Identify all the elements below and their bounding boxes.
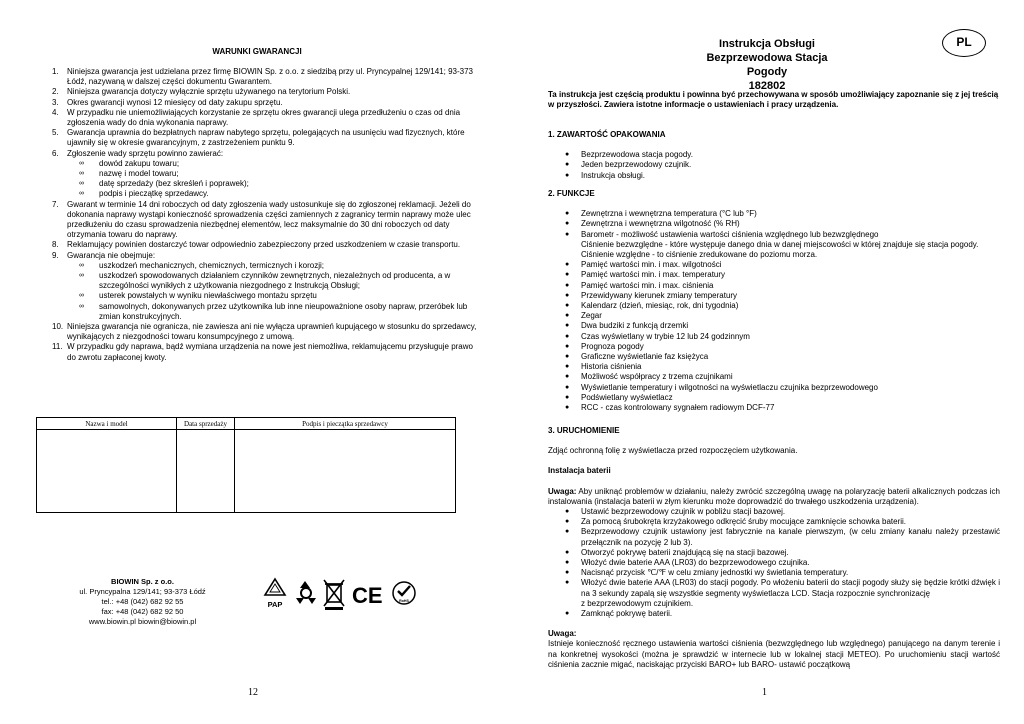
bullet-icon: ● <box>565 528 570 536</box>
list-item <box>548 160 1000 170</box>
list-item-text: Pamięć wartości min. i max. temperatury <box>581 270 726 280</box>
bullet-icon: ● <box>565 569 570 577</box>
pap-label: PAP <box>267 600 283 609</box>
bullet-icon: ● <box>565 383 570 391</box>
list-item-text: Za pomocą śrubokręta krzyżakowego odkręcić śruby mocujące zamknięcie schowka baterii. <box>581 517 907 527</box>
pressure-setup-note: Istnieje konieczność ręcznego ustawienia wartości ciśnienia (bezwzględnego lub względnego) panującego na danym terenie i na konkretnej wysokości (można je sprawdzić w internecie lub w lokalnej stacji METEO). Po uruchomieniu stacji wartość ciśnienia zacznie migać, naciskając przyciski BARO+ lub BARO- ustawić początkową <box>548 639 1000 669</box>
manual-title <box>687 37 847 93</box>
list-item-text: RCC - czas kontrolowany sygnałem radiowym DCF-77 <box>581 403 775 413</box>
list-item <box>548 352 1000 362</box>
battery-warning: Uwaga: Aby uniknąć problemów w działaniu, należy zwrócić szczególną uwagę na polaryzację baterii alkalicznych podczas ich instalowania (instalacja baterii w złym kierunku może doprowadzić do trwałego uszkodzenia urządzenia). <box>548 486 1000 506</box>
warranty-sale-table <box>36 417 456 513</box>
list-item <box>548 260 1000 270</box>
bullet-icon: ● <box>565 220 570 228</box>
sub-item-text: dowód zakupu towaru; <box>99 158 180 168</box>
section-functions <box>548 189 1000 413</box>
table-cell-sale-date[interactable] <box>177 430 235 513</box>
warranty-term-item <box>52 342 480 362</box>
section-package-contents <box>548 130 1000 181</box>
bullet-icon: ● <box>565 151 570 159</box>
company-name: BIOWIN Sp. z o.o. <box>111 577 174 586</box>
weee-bin-icon <box>324 580 344 610</box>
bullet-icon: ● <box>565 559 570 567</box>
bullet-icon: ● <box>565 230 570 238</box>
list-item-text: Czas wyświetlany w trybie 12 lub 24 godzinnym <box>581 331 750 341</box>
list-item-text: Pamięć wartości min. i max. ciśnienia <box>581 280 714 290</box>
warranty-term-item <box>52 98 480 108</box>
list-item <box>548 171 1000 181</box>
table-header-name-model: Nazwa i model <box>37 418 177 430</box>
list-item <box>548 578 1000 598</box>
term-number: 7. <box>52 199 59 209</box>
term-text: W przypadku nie uniemożliwiających korzystanie ze sprzętu okres gwarancji ulega przedłużeniu o czas od dnia zgłoszenia wady do dnia wykonania naprawy. <box>67 107 461 128</box>
ce-mark-icon: CE <box>352 583 383 608</box>
rohs-label: RoHS <box>399 599 409 603</box>
list-item-text: Historia ciśnienia <box>581 362 642 372</box>
section-startup <box>548 426 1000 670</box>
term-text: Reklamujący powinien dostarczyć towar odpowiednio zabezpieczony przed uszkodzeniem w czasie transportu. <box>67 240 461 250</box>
warranty-term-item <box>52 200 480 241</box>
list-item-text: Zegar <box>581 311 602 321</box>
warranty-term-item <box>52 87 480 97</box>
list-item-text: Możliwość współpracy z trzema czujnikami <box>581 372 733 382</box>
sub-list-item <box>52 261 480 271</box>
sub-item-text: podpis i pieczątkę sprzedawcy. <box>99 189 209 199</box>
section-1-heading: 1. ZAWARTOŚĆ OPAKOWANIA <box>548 130 666 139</box>
term-number: 8. <box>52 240 59 250</box>
warranty-term-item <box>52 67 480 87</box>
list-item: ● Zewnętrzna i wewnętrzna wilgotność (% RH) <box>565 219 740 229</box>
term-number: 4. <box>52 107 59 117</box>
list-item: ● Barometr - możliwość ustawienia wartości ciśnienia względnego lub bezwzględnego <box>565 229 879 239</box>
list-item <box>548 517 1000 527</box>
pressure-note-relative: Ciśnienie względne - to ciśnienie zredukowane do poziomu morza. <box>581 250 818 260</box>
sub-list-item <box>52 169 480 179</box>
warranty-term-item <box>52 251 480 261</box>
note-heading: Uwaga: <box>548 629 577 639</box>
bullet-icon: ● <box>565 393 570 401</box>
list-item <box>548 301 1000 311</box>
term-text: Zgłoszenie wady sprzętu powinno zawierać: <box>67 148 224 158</box>
list-item-text: Wyświetlanie temperatury i wilgotności na wyświetlaczu czujnika bezprzewodowego <box>581 382 878 392</box>
bullet-icon: ● <box>565 363 570 371</box>
compliance-symbols <box>262 576 420 612</box>
section-2-heading: 2. FUNKCJE <box>548 189 595 198</box>
list-item-text: Bezprzewodowa stacja pogody. <box>581 150 693 160</box>
page-number-left: 12 <box>248 687 258 698</box>
bullet-icon: ● <box>565 518 570 526</box>
list-item-text: Ustawić bezprzewodowy czujnik w pobliżu stacji bazowej. <box>581 507 786 517</box>
list-item <box>548 527 1000 547</box>
list-item-text: Kalendarz (dzień, miesiąc, rok, dni tygodnia) <box>581 301 739 311</box>
sub-list-item <box>52 189 480 199</box>
manual-title-line2: Bezprzewodowa Stacja Pogody <box>706 52 828 78</box>
warranty-terms-list <box>52 67 480 363</box>
company-info <box>70 577 215 627</box>
bullet-icon: ● <box>565 261 570 269</box>
warranty-term-item <box>52 108 480 128</box>
right-page-manual <box>512 0 1024 724</box>
term-text: W przypadku gdy naprawa, bądź wymiana urządzenia na nowe jest niemożliwa, reklamującemu przysługuje prawo do zwrotu zapłaconej kwoty. <box>67 342 473 362</box>
bullet-icon: ● <box>565 508 570 516</box>
sub-list-item <box>52 302 480 322</box>
pap-recycling-icon <box>265 579 285 609</box>
warranty-term-item <box>52 240 480 250</box>
list-item <box>548 548 1000 558</box>
bullet-icon: ● <box>565 322 570 330</box>
bullet-icon: ● <box>565 291 570 299</box>
table-header-sale-date: Data sprzedaży <box>177 418 235 430</box>
infinity-bullet-icon: ∞ <box>79 261 84 269</box>
list-item-text: Nacisnąć przycisk ℃/℉ w celu zmiany jednostki wy świetlania temperatury. <box>581 568 849 578</box>
company-fax: fax: +48 (042) 682 92 50 <box>101 607 184 616</box>
sub-item-text: usterek powstałych w wyniku niewłaściwego montażu sprzętu <box>99 291 317 301</box>
company-web: www.biowin.pl biowin@biowin.pl <box>88 617 197 626</box>
pressure-note-absolute: Ciśnienie bezwzględne - które występuje danego dnia w danej miejscowości w której znajduje się stacja pogody. <box>581 239 979 249</box>
sub-item-text: uszkodzeń spowodowanych działaniem czynników zewnętrznych, niezależnych od producenta, a w szczególności wynikłych z użytkowania niezgodnego z Instrukcją Obsługi; <box>99 271 451 291</box>
sub-list-item <box>52 179 480 189</box>
list-item <box>548 403 1000 413</box>
startup-text: Zdjąć ochronną folię z wyświetlacza przed rozpoczęciem użytkowania. <box>548 446 798 456</box>
list-item <box>548 291 1000 301</box>
page-number-right: 1 <box>762 687 767 698</box>
list-item <box>548 568 1000 578</box>
company-address: ul. Pryncypalna 129/141; 93-373 Łódź <box>79 587 206 596</box>
term-number: 11. <box>52 342 63 352</box>
list-item <box>548 372 1000 382</box>
manual-title-line3: 182802 <box>748 80 786 92</box>
bullet-icon: ● <box>565 579 570 587</box>
list-item-text: Przewidywany kierunek zmiany temperatury <box>581 290 738 300</box>
bullet-icon: ● <box>565 342 570 350</box>
infinity-bullet-icon: ∞ <box>79 292 84 300</box>
term-text: Gwarant w terminie 14 dni roboczych od daty zgłoszenia wady ustosunkuje się do zgłoszonej reklamacji. Jeżeli do dokonania naprawy wystąpi konieczność sprowadzenia części zamiennych z zagranicy termin naprawy może ulec przedłużeniu do czasu sprowadzenia niezbędnej elementów, lecz maksymalnie do 30 dni roboczych od daty otrzymania towaru do naprawy. <box>67 199 471 240</box>
term-text: Niniejsza gwarancja nie ogranicza, nie zawiesza ani nie wyłącza uprawnień kupującego w stosunku do sprzedawcy, wynikających z niezgodności towaru konsumpcyjnego z umową. <box>67 322 477 342</box>
table-cell-signature[interactable] <box>235 430 456 513</box>
sub-list-item <box>52 291 480 301</box>
sub-list-item <box>52 271 480 291</box>
list-item: ● Zamknąć pokrywę baterii. <box>565 609 673 619</box>
list-item <box>548 507 1000 517</box>
table-header-signature: Podpis i pieczątka sprzedawcy <box>235 418 456 430</box>
term-number: 2. <box>52 87 59 97</box>
list-item <box>548 383 1000 393</box>
list-item-text: Jeden bezprzewodowy czujnik. <box>581 160 692 170</box>
list-item <box>548 558 1000 568</box>
sub-list-item <box>52 159 480 169</box>
bullet-icon: ● <box>565 281 570 289</box>
manual-title-line1: Instrukcja Obsługi <box>719 38 815 50</box>
list-item-text: Instrukcja obsługi. <box>581 170 646 180</box>
list-item <box>548 281 1000 291</box>
term-number: 1. <box>52 67 59 76</box>
list-item <box>548 150 1000 160</box>
list-item-text: Otworzyć pokrywę baterii znajdującą się na stacji bazowej. <box>581 547 789 557</box>
term-text: Gwarancja uprawnia do bezpłatnych napraw nabytego sprzętu, polegających na usunięciu wad fizycznych, które ujawniły się w okresie gwarancyjnym, z zastrzeżeniem punktu 9. <box>67 128 465 148</box>
infinity-bullet-icon: ∞ <box>79 159 84 167</box>
list-item-text: Włożyć dwie baterie AAA (LR03) do bezprzewodowego czujnika. <box>581 558 810 568</box>
recycle-icon <box>296 581 316 604</box>
term-text: Okres gwarancji wynosi 12 miesięcy od daty zakupu sprzętu. <box>67 97 283 107</box>
infinity-bullet-icon: ∞ <box>79 180 84 188</box>
bullet-icon: ● <box>565 548 570 556</box>
term-number: 10. <box>52 322 64 332</box>
rohs-icon <box>393 582 415 604</box>
table-cell-name-model[interactable] <box>37 430 177 513</box>
sub-item-text: uszkodzeń mechanicznych, chemicznych, termicznych i korozji; <box>99 260 324 270</box>
list-item <box>548 332 1000 342</box>
bullet-icon: ● <box>565 210 570 218</box>
list-item <box>548 321 1000 331</box>
list-item <box>548 362 1000 372</box>
term-number: 5. <box>52 128 59 138</box>
list-item-text: Graficzne wyświetlanie faz księżyca <box>581 352 709 362</box>
section-3-heading: 3. URUCHOMIENIE <box>548 426 620 435</box>
sub-item-text: nazwę i model towaru; <box>99 169 179 179</box>
sub-item-text: datę sprzedaży (bez skreśleń i poprawek); <box>99 179 249 189</box>
bullet-icon: ● <box>565 302 570 310</box>
warranty-term-item <box>52 322 480 342</box>
term-text: Gwarancja nie obejmuje: <box>67 250 156 260</box>
infinity-bullet-icon: ∞ <box>79 190 84 198</box>
battery-step-continued: z bezprzewodowym czujnikiem. <box>581 598 694 608</box>
term-number: 9. <box>52 250 59 260</box>
list-item-text: Dwa budziki z funkcją drzemki <box>581 321 689 331</box>
list-item-text: Pamięć wartości min. i max. wilgotności <box>581 260 722 270</box>
list-item-text: Prognoza pogody <box>581 341 644 351</box>
term-number: 3. <box>52 97 59 107</box>
company-tel: tel.: +48 (042) 682 92 55 <box>101 597 184 606</box>
list-item <box>548 393 1000 403</box>
list-item-text: Podświetlany wyświetlacz <box>581 392 673 402</box>
bullet-icon: ● <box>565 373 570 381</box>
infinity-bullet-icon: ∞ <box>79 272 84 280</box>
warranty-term-item <box>52 128 480 148</box>
list-item <box>548 311 1000 321</box>
bullet-icon: ● <box>565 171 570 179</box>
language-badge: PL <box>942 29 986 57</box>
bullet-icon: ● <box>565 353 570 361</box>
warranty-title: WARUNKI GWARANCJI <box>212 47 302 56</box>
bullet-icon: ● <box>565 610 570 618</box>
term-text: Niniejsza gwarancja jest udzielana przez firmę BIOWIN Sp. z o.o. z siedzibą przy ul. Pryncypalnej 129/141; 93-373 Łódź, nazywaną w dalszej części dokumentu Gwarantem. <box>67 67 473 87</box>
battery-install-heading: Instalacja baterii <box>548 466 611 476</box>
term-number: 6. <box>52 148 59 158</box>
infinity-bullet-icon: ∞ <box>79 170 84 178</box>
list-item-text: Bezprzewodowy czujnik ustawiony jest fabrycznie na kanale pierwszym, (w celu zmiany kanału należy przestawić przełącznik na pozycję 2 lub 3). <box>581 527 1000 547</box>
list-item: ● Zewnętrzna i wewnętrzna temperatura (°C lub °F) <box>565 209 757 219</box>
bullet-icon: ● <box>565 271 570 279</box>
term-text: Niniejsza gwarancja dotyczy wyłącznie sprzętu używanego na terytorium Polski. <box>67 87 351 97</box>
list-item <box>548 270 1000 280</box>
bullet-icon: ● <box>565 312 570 320</box>
list-item-text: Włożyć dwie baterie AAA (LR03) do stacji pogody. Po włożeniu baterii do stacji pogody służy się będzie krótki dźwięk i na 3 sekundy zapalą się wszystkie segmenty wyświetlacza LCD. Stacja rozpocznie synchronizację <box>581 578 1000 598</box>
list-item <box>548 342 1000 352</box>
bullet-icon: ● <box>565 332 570 340</box>
warranty-term-item <box>52 149 480 159</box>
manual-intro: Ta instrukcja jest częścią produktu i powinna być przechowywana w sposób umożliwiający zapoznanie się z jej treścią w przyszłości. Zawiera istotne informacje o ustawieniach i pracy urządzenia. <box>548 90 999 110</box>
sub-item-text: samowolnych, dokonywanych przez użytkownika lub inne nieupoważnione osoby napraw, przeróbek lub zmian konstrukcyjnych. <box>99 301 468 321</box>
infinity-bullet-icon: ∞ <box>79 302 84 310</box>
bullet-icon: ● <box>565 404 570 412</box>
bullet-icon: ● <box>565 161 570 169</box>
